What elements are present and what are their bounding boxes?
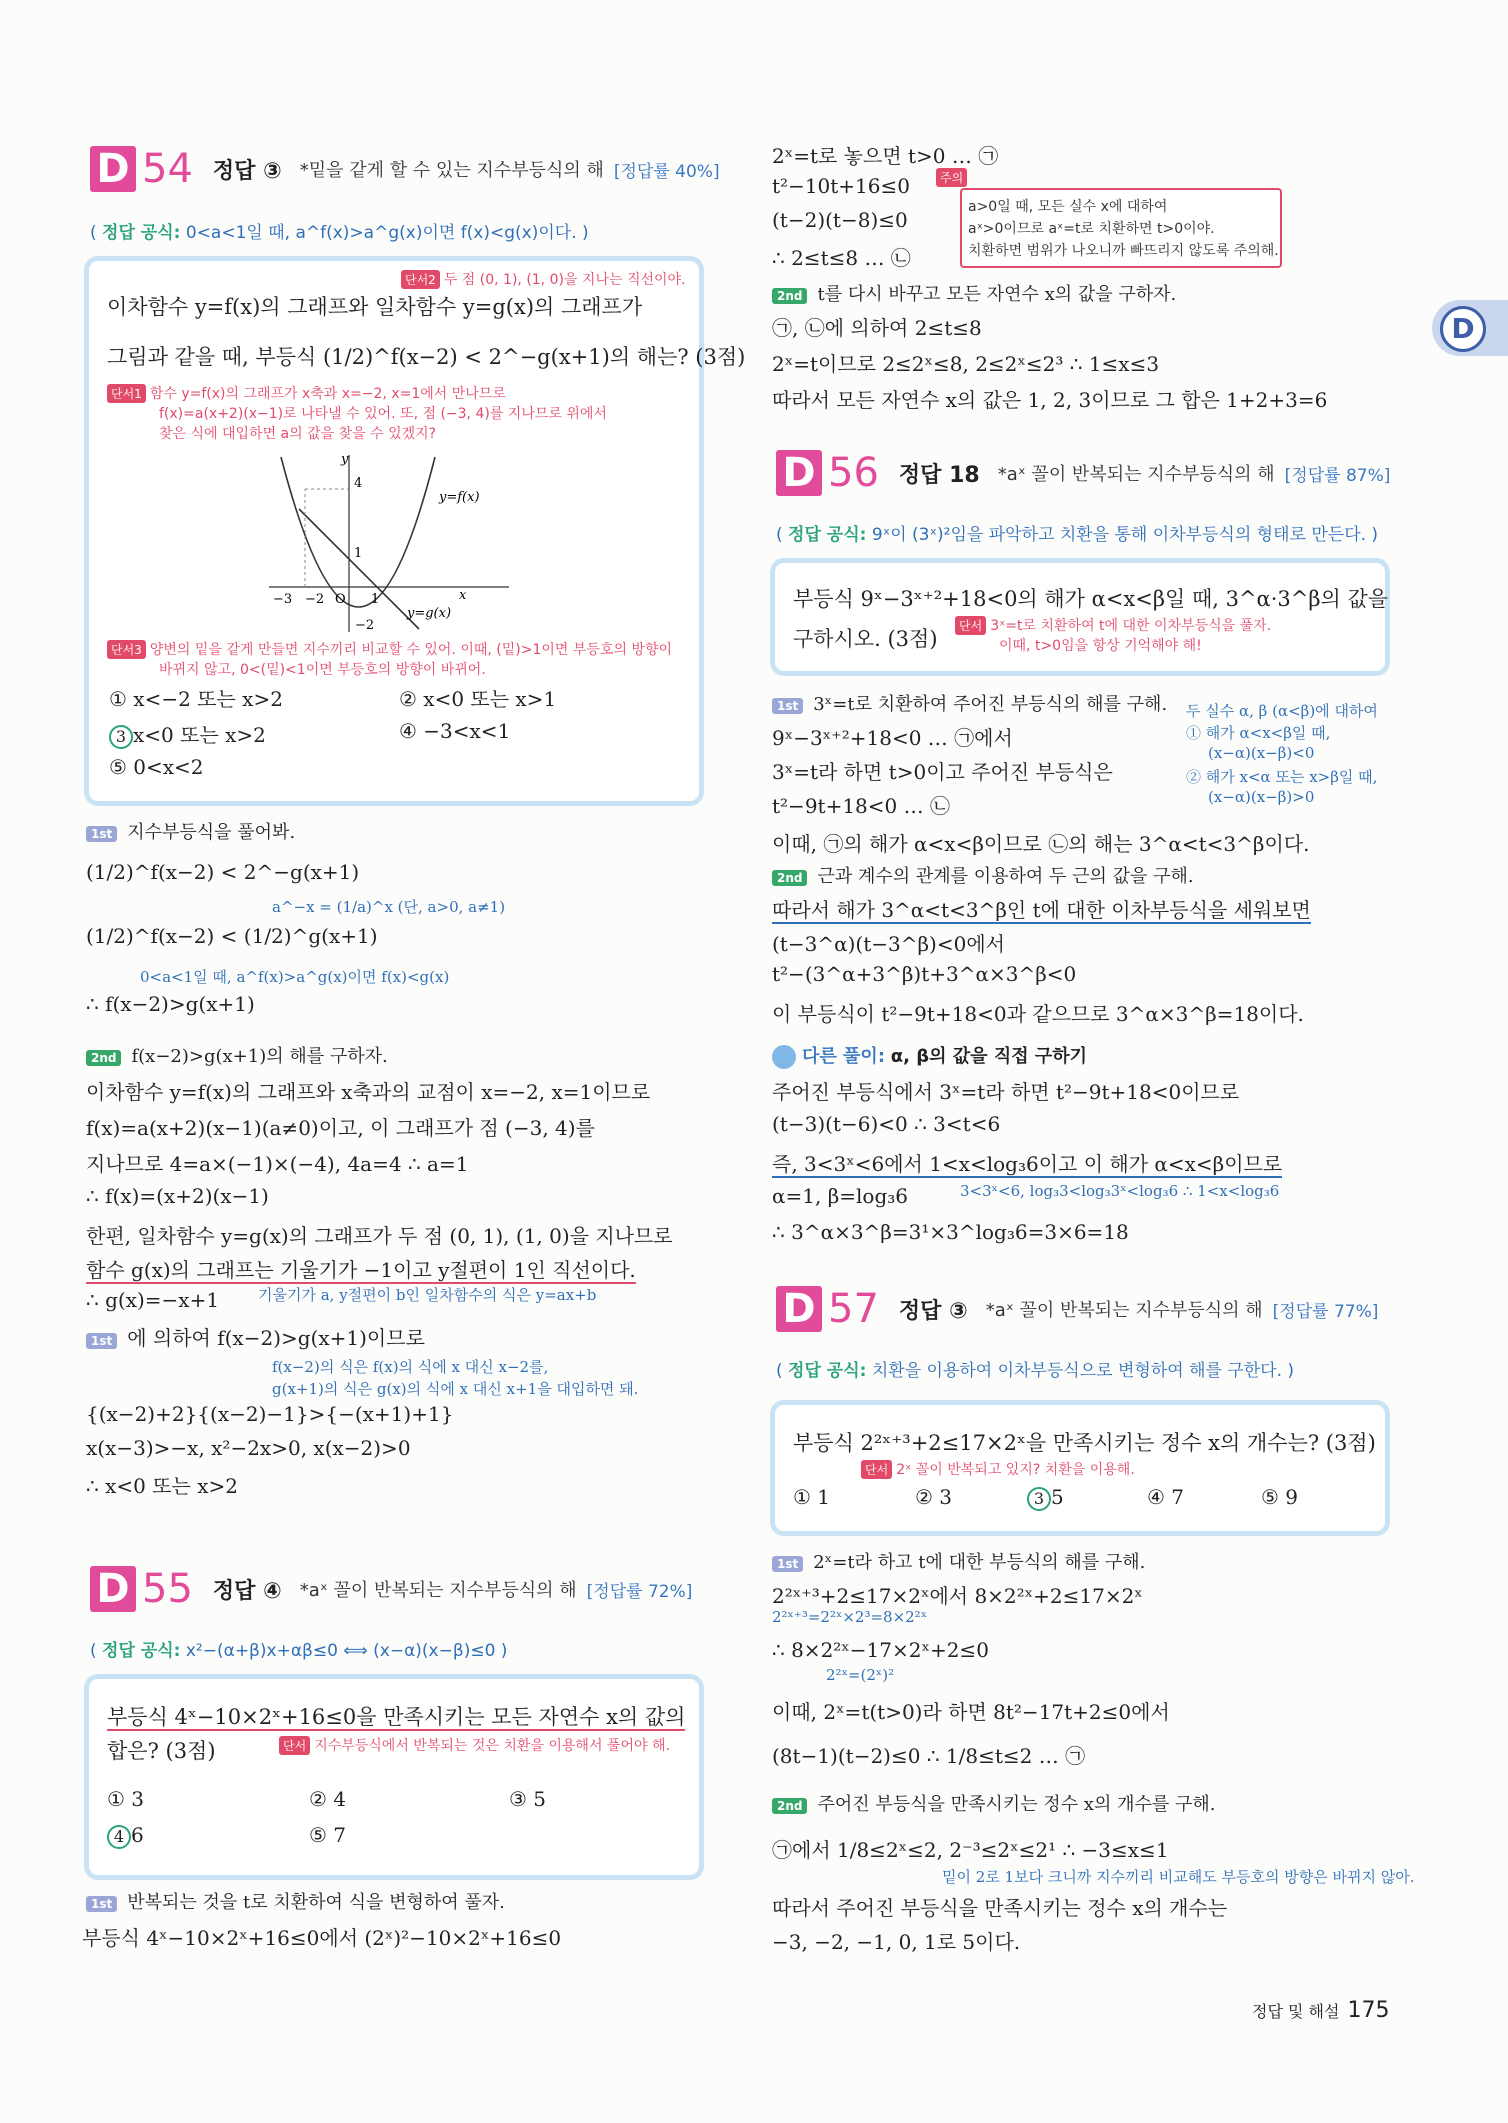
p55-line-r3: (t−2)(t−8)≤0 xyxy=(772,208,908,232)
hint-text: 3ˣ=t로 치환하여 t에 대한 이차부등식을 풀자. xyxy=(990,618,1272,634)
tick-minus-2-y: −2 xyxy=(355,618,375,633)
step-badge: 1st xyxy=(86,1896,117,1912)
step-badge: 1st xyxy=(86,826,117,842)
step-badge: 1st xyxy=(772,1556,803,1572)
choice-3 xyxy=(1027,1485,1064,1511)
p55-line-r2: t²−10t+16≤0 xyxy=(772,174,910,198)
problem-number: 56 xyxy=(828,450,879,496)
formula-text: 9ˣ이 (3ˣ)²임을 파악하고 치환을 통해 이차부등식의 형태로 만든다. xyxy=(871,525,1367,545)
hint-tag: 단서 xyxy=(279,1736,310,1755)
answer-label: 정답 ③ xyxy=(212,158,282,184)
sol-line-4: ∴ f(x)=(x+2)(x−1) xyxy=(86,1184,269,1208)
sol-line-3: 이때, 2ˣ=t(t>0)라 하면 8t²−17t+2≤0에서 xyxy=(772,1700,1170,1724)
choice-text: 5 xyxy=(1051,1485,1064,1509)
question-line-1: 이차함수 y=f(x)의 그래프와 일차함수 y=g(x)의 그래프가 xyxy=(107,295,643,319)
step-1 xyxy=(772,690,1167,716)
formula-label: 정답 공식: xyxy=(788,525,867,545)
question-line-1: 부등식 9ˣ−3ˣ⁺²+18<0의 해가 α<x<β일 때, 3^α·3^β의 값을 xyxy=(793,587,1389,611)
question-line-2: 구하시오. (3점) xyxy=(793,627,938,651)
step-text: 3ˣ=t로 치환하여 주어진 부등식의 해를 구해. xyxy=(813,694,1168,715)
formula-label: 정답 공식: xyxy=(102,1641,181,1661)
choice-4 xyxy=(107,1823,144,1849)
step-2 xyxy=(772,862,1194,888)
math-line-3: ∴ f(x−2)>g(x+1) xyxy=(86,992,255,1016)
step-badge: 2nd xyxy=(772,288,807,304)
sol-line-7: t²−(3^α+3^β)t+3^α×3^β<0 xyxy=(772,962,1077,986)
choice-4: ④ −3<x<1 xyxy=(399,719,511,743)
hint-tag: 단서2 xyxy=(401,270,440,289)
p55-line-r1: 2ˣ=t로 놓으면 t>0 … ㉠ xyxy=(772,144,999,168)
caution-tag xyxy=(936,168,971,187)
math-note-2: 0<a<1일 때, a^f(x)>a^g(x)이면 f(x)<g(x) xyxy=(140,968,450,986)
topic-label: *aˣ 꼴이 반복되는 지수부등식의 해 xyxy=(299,1580,577,1601)
alt-line-5: ∴ 3^α×3^β=3¹×3^log₃6=3×6=18 xyxy=(772,1220,1129,1244)
alt-line-1: 주어진 부등식에서 3ˣ=t라 하면 t²−9t+18<0이므로 xyxy=(772,1080,1240,1104)
hint-text: 두 점 (0, 1), (1, 0)을 지나는 직선이야. xyxy=(443,272,686,288)
underlined-text: 따라서 해가 3^α<t<3^β인 t에 대한 이차부등식을 세워보면 xyxy=(772,898,1311,922)
tick-minus-3: −3 xyxy=(273,592,293,607)
hint-b: 이때, t>0임을 항상 기억해야 해! xyxy=(999,638,1202,654)
hint-2 xyxy=(401,269,686,289)
hint-text: 함수 y=f(x)의 그래프가 x축과 x=−2, x=1에서 만나므로 xyxy=(149,386,506,402)
hint-tag: 단서3 xyxy=(107,640,146,659)
sol-line-8 xyxy=(86,1322,425,1351)
choice-text: 6 xyxy=(131,1823,144,1847)
choice-4: ④ 7 xyxy=(1147,1485,1185,1509)
caution-line-1: a>0일 때, 모든 실수 x에 대하여 xyxy=(968,199,1168,215)
sol-line-7: −3, −2, −1, 0, 1로 5이다. xyxy=(772,1930,1021,1954)
p55-line-r7: 따라서 모든 자연수 x의 값은 1, 2, 3이므로 그 합은 1+2+3=6 xyxy=(772,388,1328,412)
hint xyxy=(279,1735,670,1755)
step-text: t를 다시 바꾸고 모든 자연수 x의 값을 구하자. xyxy=(817,284,1177,305)
answer-label: 정답 ④ xyxy=(212,1578,282,1604)
side-note-4: ② 해가 x<α 또는 x>β일 때, xyxy=(1186,768,1378,786)
correct-mark: 3 xyxy=(109,725,133,749)
sol-line-5: ㉠에서 1/8≤2ˣ≤2, 2⁻³≤2ˣ≤2¹ ∴ −3≤x≤1 xyxy=(772,1838,1169,1862)
sol-line-11: ∴ x<0 또는 x>2 xyxy=(86,1474,238,1498)
accuracy-rate: [정답률 72%] xyxy=(586,1581,693,1602)
caution-label: 주의 xyxy=(936,168,967,187)
step-2 xyxy=(772,280,1176,306)
alt-solution-title xyxy=(772,1042,1087,1069)
step-badge: 2nd xyxy=(86,1050,121,1066)
topic-label: *aˣ 꼴이 반복되는 지수부등식의 해 xyxy=(985,1300,1263,1321)
choice-1: ① 3 xyxy=(107,1787,145,1811)
answer-label: 정답 18 xyxy=(898,462,980,488)
sol-line-2: f(x)=a(x+2)(x−1)(a≠0)이고, 이 그래프가 점 (−3, 4)를 xyxy=(86,1116,595,1140)
x-label: x xyxy=(459,588,467,603)
hint xyxy=(861,1459,1135,1479)
step-badge: 2nd xyxy=(772,1798,807,1814)
sol-line-1: 이차함수 y=f(x)의 그래프와 x축과의 교점이 x=−2, x=1이므로 xyxy=(86,1080,651,1104)
sol-note-5: 밑이 2로 1보다 크니까 지수끼리 비교해도 부등호의 방향은 바뀌지 않아. xyxy=(942,1868,1415,1886)
math-line-1: (1/2)^f(x−2) < 2^−g(x+1) xyxy=(86,860,360,884)
problem-56-header xyxy=(776,450,1390,496)
step-text: 에 의하여 f(x−2)>g(x+1)이므로 xyxy=(127,1326,425,1350)
problem-57-header xyxy=(776,1286,1378,1332)
step-badge: 1st xyxy=(86,1333,117,1349)
d-badge: D xyxy=(90,1566,136,1612)
chapter-side-tab xyxy=(1432,300,1508,356)
accuracy-rate: [정답률 77%] xyxy=(1272,1301,1379,1322)
caution-line-3: 치환하면 범위가 나오니까 빠뜨리지 않도록 주의해. xyxy=(968,243,1279,259)
answer-formula: ( 정답 공식: 0<a<1일 때, a^f(x)>a^g(x)이면 f(x)<g(x)이다. ) xyxy=(90,223,589,243)
step-text: 2ˣ=t라 하고 t에 대한 부등식의 해를 구해. xyxy=(813,1552,1146,1573)
hint-tag: 단서 xyxy=(955,616,986,635)
alt-subtitle: α, β의 값을 직접 구하기 xyxy=(890,1046,1088,1067)
problem-54-header xyxy=(90,146,720,192)
sol-line-1: 부등식 4ˣ−10×2ˣ+16≤0에서 (2ˣ)²−10×2ˣ+16≤0 xyxy=(82,1926,562,1950)
tick-x-1: 1 xyxy=(371,592,380,607)
chapter-letter: D xyxy=(1440,306,1486,352)
accuracy-rate: [정답률 40%] xyxy=(613,161,720,182)
math-line-2: (1/2)^f(x−2) < (1/2)^g(x+1) xyxy=(86,924,378,948)
sol-note-8b: g(x+1)의 식은 g(x)의 식에 x 대신 x+1을 대입하면 돼. xyxy=(272,1380,639,1398)
step-2 xyxy=(772,1790,1215,1816)
formula-label: 정답 공식: xyxy=(788,1361,867,1381)
alt-label: 다른 풀이: xyxy=(802,1046,886,1067)
question-text: 부등식 4ˣ−10×2ˣ+16≤0을 만족시키는 모든 자연수 x의 값의 xyxy=(107,1705,686,1729)
d-badge: D xyxy=(776,1286,822,1332)
p55-line-r4: ∴ 2≤t≤8 … ㉡ xyxy=(772,246,911,270)
sol-line-2: ∴ 8×2²ˣ−17×2ˣ+2≤0 xyxy=(772,1638,989,1662)
answer-formula: ( 정답 공식: x²−(α+β)x+αβ≤0 ⟺ (x−α)(x−β)≤0 ) xyxy=(90,1641,508,1661)
sol-line-3: t²−9t+18<0 … ㉡ xyxy=(772,794,950,818)
choice-3: ③ 5 xyxy=(509,1787,547,1811)
hint-text: 양변의 밑을 같게 만들면 지수끼리 비교할 수 있어. 이때, (밑)>1이면 부등호의 방향이 xyxy=(149,642,673,658)
sol-line-10: x(x−3)>−x, x²−2x>0, x(x−2)>0 xyxy=(86,1436,411,1460)
function-graph xyxy=(259,447,519,637)
step-text: 주어진 부등식을 만족시키는 정수 x의 개수를 구해. xyxy=(817,1794,1216,1815)
question-line-1: 부등식 2²ˣ⁺³+2≤17×2ˣ을 만족시키는 정수 x의 개수는? (3점) xyxy=(793,1431,1376,1455)
side-note-3: (x−α)(x−β)<0 xyxy=(1208,744,1315,762)
origin-label: O xyxy=(335,592,346,607)
problem-55-box xyxy=(84,1674,704,1880)
answer-formula: ( 정답 공식: 치환을 이용하여 이차부등식으로 변형하여 해를 구한다. ) xyxy=(776,1361,1295,1381)
hint-text: 2ˣ 꼴이 반복되고 있지? 치환을 이용해. xyxy=(896,1462,1135,1478)
step-text: 근과 계수의 관계를 이용하여 두 근의 값을 구해. xyxy=(817,866,1194,887)
choice-1: ① 1 xyxy=(793,1485,831,1509)
choice-2: ② x<0 또는 x>1 xyxy=(399,687,557,711)
choice-3 xyxy=(109,719,266,749)
question-line-1 xyxy=(107,1701,685,1731)
tick-minus-2: −2 xyxy=(305,592,325,607)
formula-text: 0<a<1일 때, a^f(x)>a^g(x)이면 f(x)<g(x)이다. xyxy=(185,223,577,243)
choice-1: ① x<−2 또는 x>2 xyxy=(109,687,283,711)
problem-55-header xyxy=(90,1566,692,1612)
underlined-text: 함수 g(x)의 그래프는 기울기가 −1이고 y절편이 1인 직선이다. xyxy=(86,1258,636,1282)
step-1 xyxy=(772,1548,1145,1574)
hint-a xyxy=(955,615,1271,635)
d-badge: D xyxy=(776,450,822,496)
sol-line-6 xyxy=(86,1254,636,1283)
sol-line-3: 지나므로 4=a×(−1)×(−4), 4a=4 ∴ a=1 xyxy=(86,1152,469,1176)
choice-2: ② 4 xyxy=(309,1787,347,1811)
d-badge: D xyxy=(90,146,136,192)
alt-line-4: α=1, β=log₃6 xyxy=(772,1184,909,1208)
hint-tag: 단서 xyxy=(861,1460,892,1479)
sol-note-8a: f(x−2)의 식은 f(x)의 식에 x 대신 x−2를, xyxy=(272,1358,549,1376)
answer-formula: ( 정답 공식: 9ˣ이 (3ˣ)²임을 파악하고 치환을 통해 이차부등식의 형태로 만든다. ) xyxy=(776,525,1379,545)
label-f: y=f(x) xyxy=(439,490,480,505)
accuracy-rate: [정답률 87%] xyxy=(1284,465,1391,486)
sol-line-6: 따라서 주어진 부등식을 만족시키는 정수 x의 개수는 xyxy=(772,1896,1228,1920)
formula-text: 치환을 이용하여 이차부등식으로 변형하여 해를 구한다. xyxy=(871,1361,1282,1381)
hint-1-a xyxy=(107,383,506,403)
page-number: 175 xyxy=(1347,1998,1390,2023)
side-note-1: 두 실수 α, β (α<β)에 대하여 xyxy=(1186,702,1378,720)
p55-line-r6: 2ˣ=t이므로 2≤2ˣ≤8, 2≤2ˣ≤2³ ∴ 1≤x≤3 xyxy=(772,352,1160,376)
alt-note-4: 3<3ˣ<6, log₃3<log₃3ˣ<log₃6 ∴ 1<x<log₃6 xyxy=(960,1182,1280,1200)
formula-label: 정답 공식: xyxy=(102,223,181,243)
sol-line-4: 이때, ㉠의 해가 α<x<β이므로 ㉡의 해는 3^α<t<3^β이다. xyxy=(772,832,1310,856)
step-2 xyxy=(86,1042,388,1068)
sol-line-2: 3ˣ=t라 하면 t>0이고 주어진 부등식은 xyxy=(772,760,1113,784)
question-line-2: 그림과 같을 때, 부등식 (1/2)^f(x−2) < 2^−g(x+1)의 해는? (3점) xyxy=(107,345,746,369)
problem-number: 55 xyxy=(142,1566,193,1612)
sol-line-4: (8t−1)(t−2)≤0 ∴ 1/8≤t≤2 … ㉠ xyxy=(772,1744,1086,1768)
choice-5: ⑤ 9 xyxy=(1261,1485,1299,1509)
tick-1: 1 xyxy=(354,546,363,561)
step-1 xyxy=(86,1888,505,1914)
question-line-2: 합은? (3점) xyxy=(107,1739,216,1763)
topic-label: *밑을 같게 할 수 있는 지수부등식의 해 xyxy=(299,160,604,181)
caution-box xyxy=(960,188,1282,268)
step-text: f(x−2)>g(x+1)의 해를 구하자. xyxy=(131,1046,388,1067)
problem-54-box xyxy=(84,256,746,806)
formula-text: x²−(α+β)x+αβ≤0 ⟺ (x−α)(x−β)≤0 xyxy=(185,1641,496,1661)
page-footer xyxy=(1252,1998,1389,2023)
sol-line-5 xyxy=(772,894,1311,923)
problem-number: 57 xyxy=(828,1286,879,1332)
step-1 xyxy=(86,818,295,844)
sol-line-1: 2²ˣ⁺³+2≤17×2ˣ에서 8×2²ˣ+2≤17×2ˣ xyxy=(772,1584,1143,1608)
alt-line-3 xyxy=(772,1148,1282,1177)
math-note-1: a^−x = (1/a)^x (단, a>0, a≠1) xyxy=(272,898,506,916)
sol-note-2: 2²ˣ=(2ˣ)² xyxy=(826,1666,895,1684)
label-g: y=g(x) xyxy=(407,606,452,621)
line-g xyxy=(299,509,419,629)
step-badge: 1st xyxy=(772,698,803,714)
answer-label: 정답 ③ xyxy=(898,1298,968,1324)
sol-line-6: (t−3^α)(t−3^β)<0에서 xyxy=(772,932,1005,956)
choice-5: ⑤ 0<x<2 xyxy=(109,755,204,779)
sol-line-9: {(x−2)+2}{(x−2)−1}>{−(x+1)+1} xyxy=(86,1402,454,1426)
choice-text: x<0 또는 x>2 xyxy=(133,723,266,747)
choice-2: ② 3 xyxy=(915,1485,953,1509)
sol-line-5: 한편, 일차함수 y=g(x)의 그래프가 두 점 (0, 1), (1, 0)을 지나므로 xyxy=(86,1224,673,1248)
hint-3-b: 바뀌지 않고, 0<(밑)<1이면 부등호의 방향이 바뀌어. xyxy=(159,662,486,678)
sol-note-7: 기울기가 a, y절편이 b인 일차함수의 식은 y=ax+b xyxy=(258,1286,597,1304)
tick-4: 4 xyxy=(354,476,363,491)
choice-5: ⑤ 7 xyxy=(309,1823,347,1847)
step-badge: 2nd xyxy=(772,870,807,886)
correct-mark: 4 xyxy=(107,1825,131,1849)
problem-56-box xyxy=(770,558,1390,676)
bulb-icon xyxy=(772,1045,796,1069)
hint-tag: 단서1 xyxy=(107,384,146,403)
sol-line-7: ∴ g(x)=−x+1 xyxy=(86,1288,220,1312)
problem-57-box xyxy=(770,1400,1390,1536)
step-text: 지수부등식을 풀어봐. xyxy=(127,822,296,843)
sol-line-8: 이 부등식이 t²−9t+18<0과 같으므로 3^α×3^β=18이다. xyxy=(772,1002,1304,1026)
topic-label: *aˣ 꼴이 반복되는 지수부등식의 해 xyxy=(997,464,1275,485)
y-label: y xyxy=(341,452,349,467)
side-note-2: ① 해가 α<x<β일 때, xyxy=(1186,724,1331,742)
sol-line-1: 9ˣ−3ˣ⁺²+18<0 … ㉠에서 xyxy=(772,726,1013,750)
hint-1-b: f(x)=a(x+2)(x−1)로 나타낼 수 있어. 또, 점 (−3, 4)를 지나므로 위에서 xyxy=(159,406,607,422)
hint-text: 지수부등식에서 반복되는 것은 치환을 이용해서 풀어야 해. xyxy=(314,1738,670,1754)
side-note-5: (x−α)(x−β)>0 xyxy=(1208,788,1315,806)
sol-note-1: 2²ˣ⁺³=2²ˣ×2³=8×2²ˣ xyxy=(772,1608,928,1626)
hint-1-c: 찾은 식에 대입하면 a의 값을 찾을 수 있겠지? xyxy=(159,426,437,442)
correct-mark: 3 xyxy=(1027,1487,1051,1511)
step-text: 반복되는 것을 t로 치환하여 식을 변형하여 풀자. xyxy=(127,1892,505,1913)
footer-label: 정답 및 해설 xyxy=(1252,2002,1340,2021)
hint-3-a xyxy=(107,639,672,659)
alt-line-2: (t−3)(t−6)<0 ∴ 3<t<6 xyxy=(772,1112,1001,1136)
p55-line-r5: ㉠, ㉡에 의하여 2≤t≤8 xyxy=(772,316,982,340)
caution-line-2: aˣ>0이므로 aˣ=t로 치환하면 t>0이야. xyxy=(968,221,1215,237)
problem-number: 54 xyxy=(142,146,193,192)
underlined-text: 즉, 3<3ˣ<6에서 1<x<log₃6이고 이 해가 α<x<β이므로 xyxy=(772,1152,1283,1176)
